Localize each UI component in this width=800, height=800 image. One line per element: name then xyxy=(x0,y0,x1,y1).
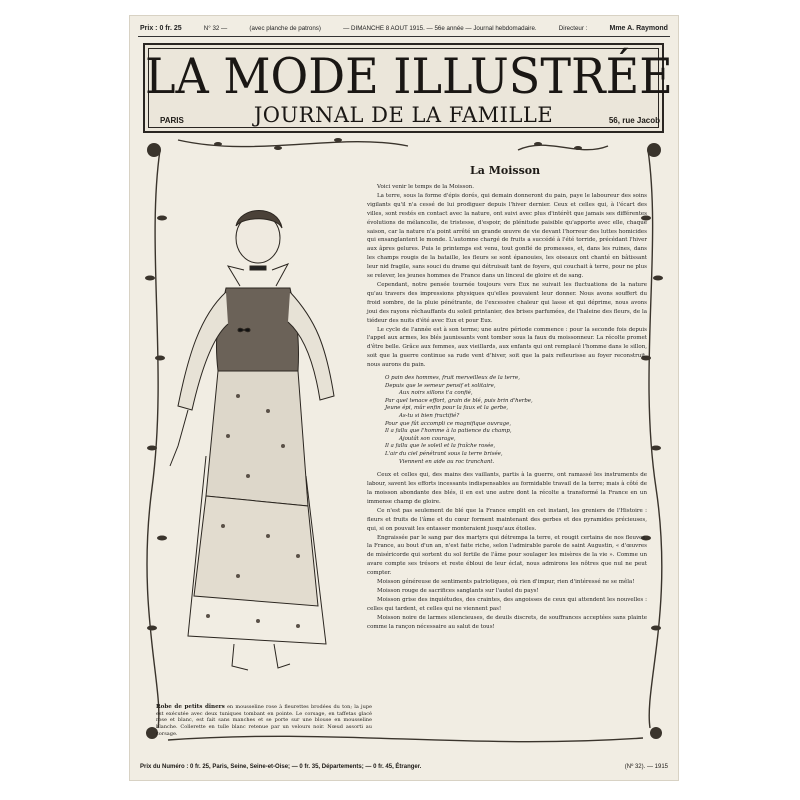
masthead-title: LA MODE ILLUSTRÉE xyxy=(145,47,673,105)
poem-line: O pain des hommes, fruit merveilleux de la terre, xyxy=(385,375,520,382)
poem-line: Il a fallu que l'homme à la patience du champ, xyxy=(385,428,512,435)
article-paragraph: Moisson rouge de sacrifices sanglants sur l'autel du pays! xyxy=(377,587,539,594)
patterns-note: (avec planche de patrons) xyxy=(249,24,321,32)
top-left-garland xyxy=(178,140,408,147)
article-title: La Moisson xyxy=(470,164,541,177)
article-body xyxy=(367,183,647,631)
figure-bodice xyxy=(216,288,298,371)
footer-line xyxy=(140,764,668,770)
figure-tunic-upper xyxy=(206,371,308,506)
poem-line: Aux noirs sillons t'a confié, xyxy=(399,390,473,397)
poem-line: Depuis que le semeur pensif et solitaire, xyxy=(385,382,496,389)
article-paragraph: Moisson noire de larmes silencieuses, de deuils discrets, de souffrances acceptées sans plainte comme la rançon nécessaire au salut de tous! xyxy=(367,614,647,630)
poem-line: Par quel tenace effort, grain de blé, puis brin d'herbe, xyxy=(385,397,533,404)
poem-line: Jeune épi, mûr enfin pour la faux et la gerbe, xyxy=(385,405,509,412)
footer-prices: Prix du Numéro : 0 fr. 25, Paris, Seine, Seine-et-Oise; — 0 fr. 35, Départements; — 0 fr. 45, Étranger. xyxy=(140,764,422,770)
fashion-illustration xyxy=(148,196,360,696)
poem-line: Il a fallu que le soleil et la fraîche rosée, xyxy=(385,443,496,450)
article-paragraph: La terre, sous la forme d'épis dorés, qui demain donneront du pain, paye le laboureur des soins vigilants qu'il n'a cessé de lui prodiguer depuis l'hiver dernier. Ceux et celles qui, à l'écart des villes, sont restés en contact avec la nature, ont suivi avec plus d'intérêt que jamais ses différentes évolutions de mélancolie, de tristesse, d'espoir, de plénitude paisible qu'apporte avec elle, chaque saison, car la nature n'a point arrêté un grande œuvre de vie devant l'horreur des luttes homicides qui ensanglantent le monde. L'automne chargé de fruits a succédé à l'été torride, précédant l'hiver aux âpres gelures. Puis le printemps est venu, tout gonflé de promesses, et, dans les ruines, dans les champs rougis de la bataille, les fleurs se sont épanouies, les oiseaux ont chanté en bâtissant leur nid fragile, sans souci du drame qui détruisait tant de foyers, qui couchait à terre, pour ne plus se relever, les jeunes hommes de France dans un linceul de gloire et de sang. xyxy=(367,192,647,280)
director-name: Mme A. Raymond xyxy=(609,24,668,32)
article-paragraph: Voici venir le temps de la Moisson. xyxy=(377,184,474,190)
poem-line: Viennent en aide au roc tranchant. xyxy=(399,458,495,465)
velvet-ribbon xyxy=(250,266,266,270)
poem-line: As-tu si bien fructifié? xyxy=(399,413,460,419)
caption-text: en mousseline rose à fleurettes brodées du ton; la jupe est exécutée avec deux tuniques tombant en pointe. Le corsage, en taffetas glacé rose et blanc, est fait sans manches et se porte sur une blouse en mousseline blanche. Collerette en tulle blanc retenue par un velours noir. Nœud assorti au corsage. xyxy=(156,704,372,737)
article-paragraph: Engraissée par le sang par des martyrs qui détrempa la terre, et rougit certains de nos fleuves, la France, au bout d'un an, n'est faite riche, selon l'admirable parole de saint Augustin, « d'œuvres de miséricorde qui sortent du sol fertile de l'âme pour soulager les misères de la vie ». Comme un avare compte ses trésors et reste ébloui de leur éclat, nous admirons les nôtres que nul ne peut compter. xyxy=(367,534,647,577)
masthead-address: 56, rue Jacob xyxy=(608,116,660,125)
right-vine xyxy=(648,150,662,728)
masthead-subtitle: JOURNAL DE LA FAMILLE xyxy=(253,103,554,127)
article-paragraph: Moisson généreuse de sentiments patriotiques, où rien d'impur, rien d'intéressé ne se mêla! xyxy=(377,579,635,586)
figure-tunic-lower xyxy=(194,496,318,606)
header-rule xyxy=(138,36,670,37)
issue-number: N° 32 — xyxy=(203,24,228,32)
issue-date: — DIMANCHE 8 AOUT 1915. — 56e année — Journal hebdomadaire. xyxy=(343,24,537,32)
footer-issue-ref: (Nº 32). — 1915 xyxy=(624,764,668,770)
masthead xyxy=(143,43,673,133)
article-paragraph: Moisson grise des inquiétudes, des craintes, des angoisses de ceux qui attendent les nouvelles : celles qui tardent, et celles qui ne viennent pas! xyxy=(367,596,647,612)
poem-line: Ajoutât son courage, xyxy=(399,435,456,442)
header-line xyxy=(140,22,668,34)
caption-title: Robe de petits dîners xyxy=(156,704,225,710)
magazine-page xyxy=(130,16,678,780)
article-paragraph: Ceux et celles qui, des mains des vaillants, partis à la guerre, ont ramassé les instruments de labour, savent les efforts incessants indispensables au formidable travail de la terre; mais à côté de la moisson abondante des blés, il en est une autre dont la récolte a transformé la France en un immense champ de gloire. xyxy=(367,472,647,505)
top-right-garland xyxy=(518,145,608,150)
poem xyxy=(385,375,647,466)
figure-fan xyxy=(170,410,188,466)
poem-line: L'air du ciel pénétrant sous la terre brisée, xyxy=(385,450,503,457)
article-paragraph: Ce n'est pas seulement de blé que la France emplit en cet instant, les greniers de l'Histoire : fleurs et fruits de l'âme et du cœur forment maintenant des gerbes et des pyramides précieuses, qui, si on pouvait les entasser monteraient jusqu'aux étoiles. xyxy=(367,507,647,532)
article-paragraph: Cependant, notre pensée tournée toujours vers Eux ne suivait les fluctuations de la nature qu'au travers des impressions physiques qu'elles pouvaient leur donner. Nous avons souffert du froid sombre, de la pluie pénétrante, de l'excessive chaleur qui lasse et qui déprime, nous avons joui des rayons réchauffants du soleil printanier, des brises parfumées, de l'haleine des fleurs, de la tiédeur des nuits d'été avec Eux et pour Eux. xyxy=(367,281,647,324)
price-label: Prix : 0 fr. 25 xyxy=(140,24,182,32)
figure-shoes xyxy=(232,644,290,670)
director-label: Directeur : xyxy=(558,24,588,32)
article-paragraph: Le cycle de l'année est à son terme; une autre période commence : pour la seconde fois depuis l'appel aux armes, les blés jaunissants vont tomber sous la faux du moissonneur. La récolte promet d'être belle. Grâce aux femmes, aux vieillards, aux enfants qui ont remplacé l'homme dans le sillon, soit que la guerre continue sa rude vent d'hiver, soit que la paix refleurisse au foyer reconstruit, nous aurons du pain. xyxy=(367,326,647,369)
masthead-city: PARIS xyxy=(160,116,184,125)
illustration-caption xyxy=(156,704,372,738)
poem-line: Pour que fût accompli ce magnifique ouvrage, xyxy=(385,420,512,427)
